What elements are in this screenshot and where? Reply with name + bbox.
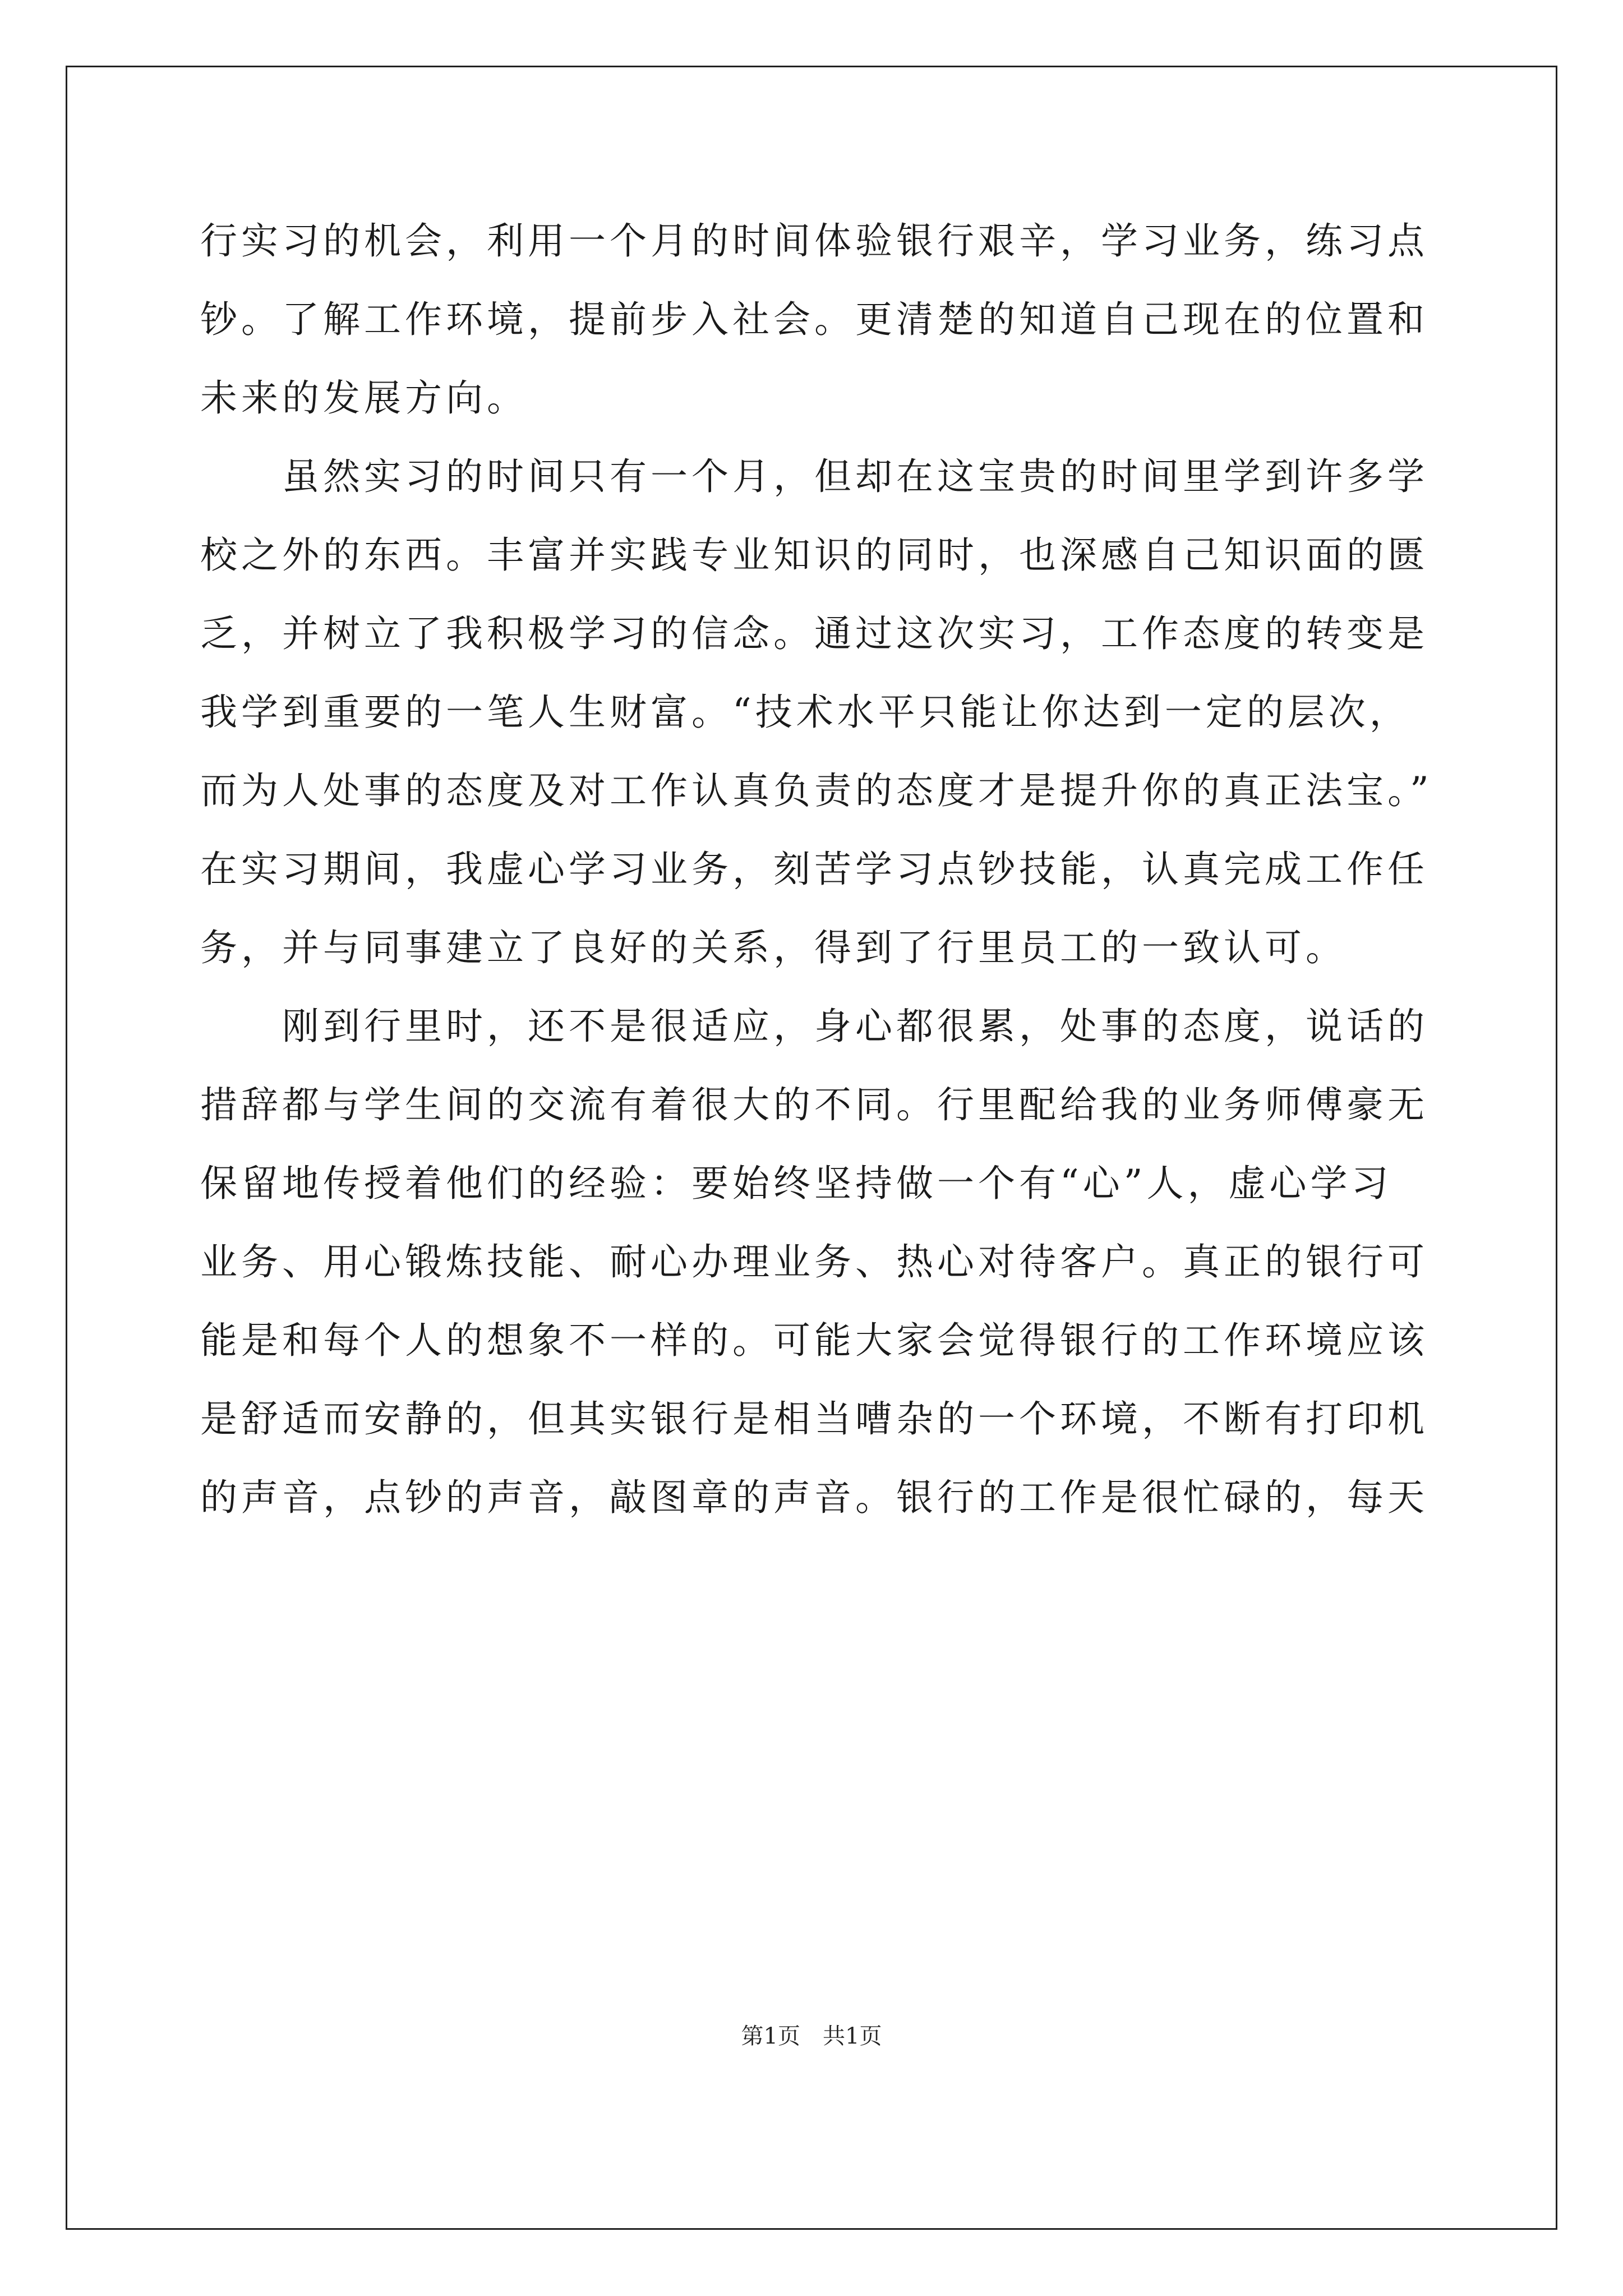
text-line: 的声音，点钞的声音，敲图章的声音。银行的工作是很忙碌的，每天 [200,1476,1428,1519]
document-body [200,202,1434,1537]
text-line: 而为人处事的态度及对工作认真负责的态度才是提升你的真正法宝。” [200,769,1433,812]
text-line: 业务、用心锻炼技能、耐心办理业务、热心对待客户。真正的银行可 [200,1240,1428,1283]
text-line: 行实习的机会，利用一个月的时间体验银行艰辛，学习业务，练习点 [200,219,1428,263]
text-line: 在实习期间，我虚心学习业务，刻苦学习点钞技能，认真完成工作任 [200,848,1428,891]
text-line: 校之外的东西。丰富并实践专业知识的同时，也深感自己知识面的匮 [200,533,1428,577]
page-number: 第1页 共1页 [741,2023,882,2049]
text-line: 未来的发展方向。 [200,376,528,420]
text-line: 务，并与同事建立了良好的关系，得到了行里员工的一致认可。 [200,926,1347,969]
text-line: 措辞都与学生间的交流有着很大的不同。行里配给我的业务师傅豪无 [200,1083,1428,1126]
text-line: 乏，并树立了我积极学习的信念。通过这次实习，工作态度的转变是 [200,612,1428,655]
text-line: 能是和每个人的想象不一样的。可能大家会觉得银行的工作环境应该 [200,1319,1428,1362]
text-line: 钞。了解工作环境，提前步入社会。更清楚的知道自己现在的位置和 [200,298,1428,341]
text-line: 刚到行里时，还不是很适应，身心都很累，处事的态度，说话的 [200,1005,1428,1048]
text-line: 保留地传授着他们的经验：要始终坚持做一个有“心”人，虚心学习 [200,1162,1393,1205]
text-line: 我学到重要的一笔人生财富。“技术水平只能让你达到一定的层次， [200,691,1410,734]
text-line: 是舒适而安静的，但其实银行是相当嘈杂的一个环境，不断有打印机 [200,1397,1428,1441]
text-line: 虽然实习的时间只有一个月，但却在这宝贵的时间里学到许多学 [200,455,1428,498]
